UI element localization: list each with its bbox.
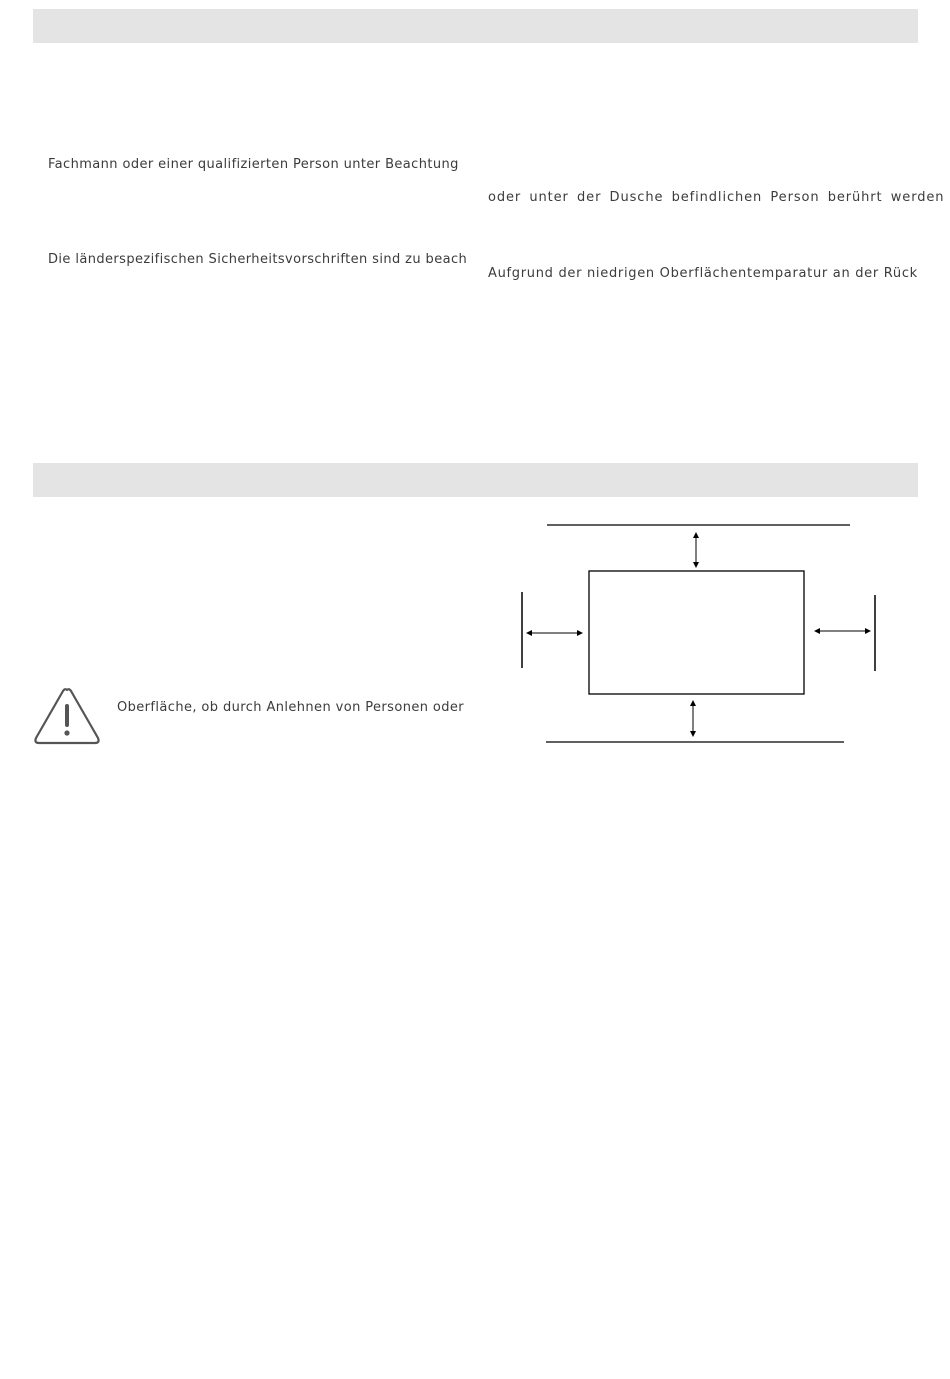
warning-text: Oberfläche, ob durch Anlehnen von Personen oder	[117, 700, 465, 715]
clearance-diagram	[515, 518, 885, 750]
text-line-right-2: Aufgrund der niedrigen Oberflächentemparatur an der Rück	[488, 266, 918, 281]
text-line-right-1: oder unter der Dusche befindlichen Person berührt werden	[488, 190, 945, 205]
warning-triangle-icon	[33, 686, 101, 746]
text-line-left-1: Fachmann oder einer qualifizierten Person unter Beachtung	[48, 157, 459, 172]
text-line-left-2: Die länderspezifischen Sicherheitsvorschriften sind zu beach	[48, 252, 468, 267]
section-header-band-2	[33, 463, 918, 497]
section-header-band-1	[33, 9, 918, 43]
